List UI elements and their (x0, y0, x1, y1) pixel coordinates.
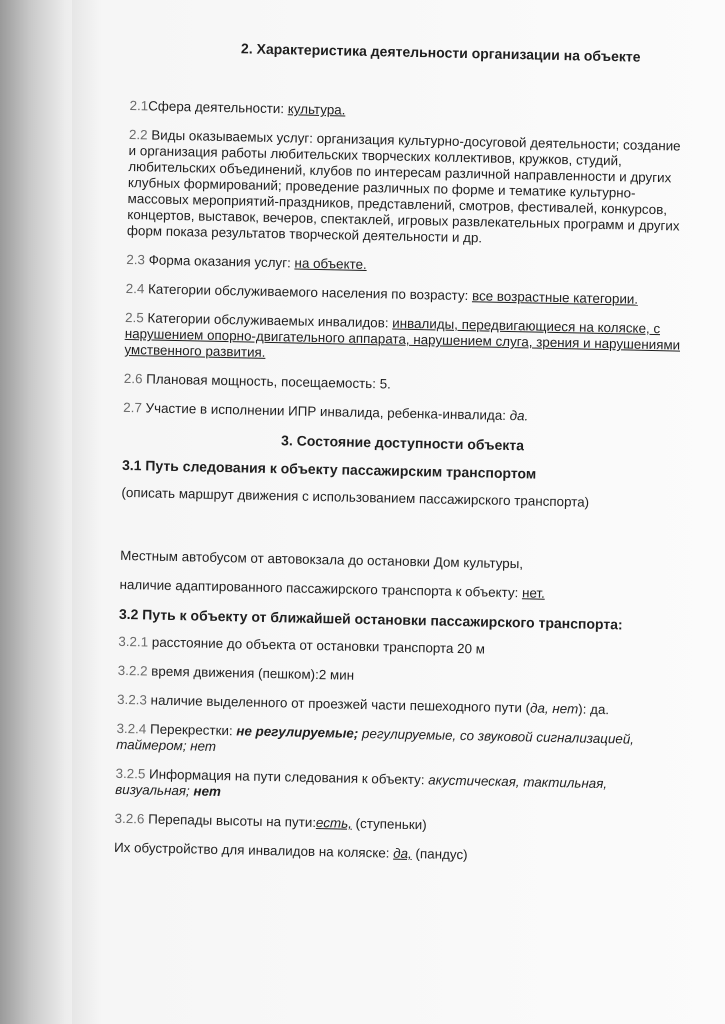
value: есть, (315, 815, 353, 831)
value: культура. (287, 101, 346, 118)
item-3-2-2: 3.2.2 время движения (пешком):2 мин (117, 662, 355, 683)
item-number: 3.2.4 (116, 720, 147, 737)
value: нет. (521, 585, 545, 601)
section-3-heading: 3. Состояние доступности объекта (280, 432, 525, 454)
item-3-2-5: 3.2.5 Информация на пути следования к объекту: акустическая, тактильная, визуальная; нет (115, 765, 608, 800)
value: да, (393, 845, 412, 862)
value: не регулируемые; (236, 723, 359, 741)
item-number: 3.2.6 (114, 810, 145, 827)
item-number: 2.3 (126, 251, 146, 268)
item-2-7: 2.7 Участие в исполнении ИПР инвалида, ребенка-инвалида: да. (123, 399, 529, 424)
subsection-3-1-heading: 3.1 Путь следования к объекту пассажирским транспортом (121, 456, 537, 482)
value: нет (193, 783, 222, 800)
item-2-3: 2.3 Форма оказания услуг: на объекте. (126, 251, 367, 272)
item-3-2-4: 3.2.4 Перекрестки: не регулируемые; регулируемые, со звуковой сигнализацией, таймером; нет (116, 720, 635, 754)
value: на объекте. (294, 255, 367, 272)
item-3-2-6: 3.2.6 Перепады высоты на пути:есть, (ступеньки) (114, 810, 427, 833)
item-number: 2.4 (125, 280, 145, 297)
value: все возрастные категории. (471, 288, 639, 307)
item-3-1-note: (описать маршрут движения с использованием пассажирского транспорта) (121, 484, 590, 510)
item-2-6: 2.6 Плановая мощность, посещаемость: 5. (123, 370, 392, 392)
item-number: 2.6 (123, 370, 143, 387)
item-number: 2.5 (124, 309, 144, 326)
item-3-1-adapted: наличие адаптированного пассажирского транспорта к объекту: нет. (119, 576, 545, 601)
item-2-5: 2.5 Категории обслуживаемых инвалидов: инвалиды, передвигающиеся на коляске, с нарушением опорно-двигательного аппарата, нарушением слуга, зрения и нарушениями умственного развития. (124, 309, 681, 360)
item-number: 2.7 (123, 399, 143, 416)
item-number: 3.2.1 (118, 633, 149, 650)
item-2-4: 2.4 Категории обслуживаемого населения по возрасту: все возрастные категории. (125, 280, 639, 307)
item-3-2-1: 3.2.1 расстояние до объекта от остановки транспорта 20 м (118, 633, 486, 657)
subsection-3-2-heading: 3.2 Путь к объекту от ближайшей остановки пассажирского транспорта: (118, 605, 623, 633)
item-number: 3.2.2 (117, 662, 148, 679)
value: инвалиды, передвигающиеся на коляске, с нарушением опорно-двигательного аппарата, нарушением слуга, зрения и нарушениями умственного развития. (124, 315, 681, 360)
item-2-1: 2.1Сфера деятельности: культура. (129, 97, 346, 118)
value: да. (509, 408, 529, 424)
item-3-1-route: Местным автобусом от автовокзала до остановки Дом культуры, (120, 547, 524, 572)
item-3-2-3: 3.2.3 наличие выделенного от проезжей части пешеходного пути (да, нет): да. (116, 691, 610, 718)
item-number: 2.1 (129, 97, 149, 114)
section-2-heading: 2. Характеристика деятельности организации на объекте (240, 40, 641, 65)
item-number: 2.2 (128, 126, 148, 143)
document-content (114, 38, 691, 881)
item-2-2: 2.2 Виды оказываемых услуг: организация культурно-досуговой деятельности; создание и организация работы любительских творческих коллективов, кружков, студий, любительских объединений, клубов по интересам различной направленности и других клубных формирований; проведение различных по форме и тематике культурно-массовых мероприятий-праздников, представлений, смотров, фестивалей, конкурсов, концертов, выставок, вечеров, спектаклей, игровых развлекательных программ и других форм показа результатов творческой деятельности и др. (126, 126, 681, 246)
item-3-2-6-arrangement: Их обустройство для инвалидов на коляске: да, (пандус) (113, 839, 468, 863)
item-number: 3.2.5 (115, 765, 146, 782)
item-number: 3.2.3 (116, 691, 148, 708)
